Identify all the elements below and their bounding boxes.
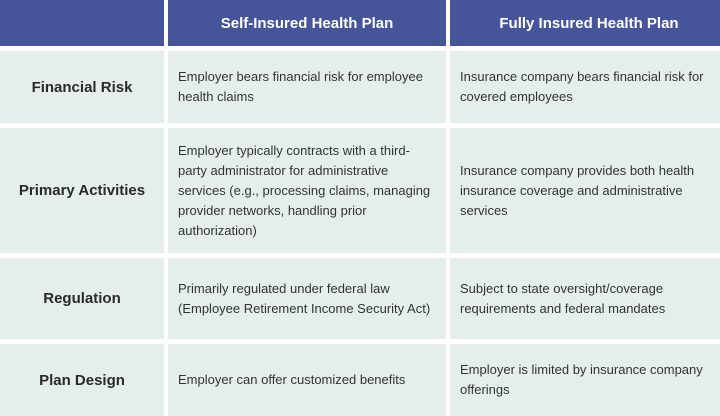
header-corner-cell bbox=[0, 0, 164, 46]
header-self-insured: Self-Insured Health Plan bbox=[168, 0, 446, 46]
cell-text: Primarily regulated under federal law (Employee Retirement Income Security Act) bbox=[178, 280, 431, 316]
cell-regulation-self bbox=[168, 258, 446, 339]
cell-text: Employer is limited by insurance company offerings bbox=[460, 362, 703, 397]
cell-plan-design-self bbox=[168, 344, 446, 416]
cell-financial-risk-self bbox=[168, 51, 446, 123]
cell-regulation-fully bbox=[450, 258, 720, 339]
row-label-regulation: Regulation bbox=[0, 258, 164, 339]
cell-text: Insurance company provides both health insurance coverage and administrative services bbox=[460, 162, 695, 218]
row-label-plan-design: Plan Design bbox=[0, 344, 164, 416]
cell-text: Employer typically contracts with a third-party administrator for administrative services (e.g., processing claims, managing provider networks, handling prior authorization) bbox=[178, 142, 431, 238]
cell-primary-activities-fully bbox=[450, 128, 720, 253]
cell-text: Employer can offer customized benefits bbox=[178, 372, 406, 387]
cell-financial-risk-fully bbox=[450, 51, 720, 123]
header-fully-insured: Fully Insured Health Plan bbox=[450, 0, 720, 46]
cell-plan-design-fully bbox=[450, 344, 720, 416]
cell-text: Insurance company bears financial risk for covered employees bbox=[460, 69, 704, 104]
cell-primary-activities-self bbox=[168, 128, 446, 253]
cell-text: Subject to state oversight/coverage requirements and federal mandates bbox=[460, 280, 666, 316]
row-label-primary-activities: Primary Activities bbox=[0, 128, 164, 253]
row-label-financial-risk: Financial Risk bbox=[0, 51, 164, 123]
cell-text: Employer bears financial risk for employee health claims bbox=[178, 69, 423, 104]
